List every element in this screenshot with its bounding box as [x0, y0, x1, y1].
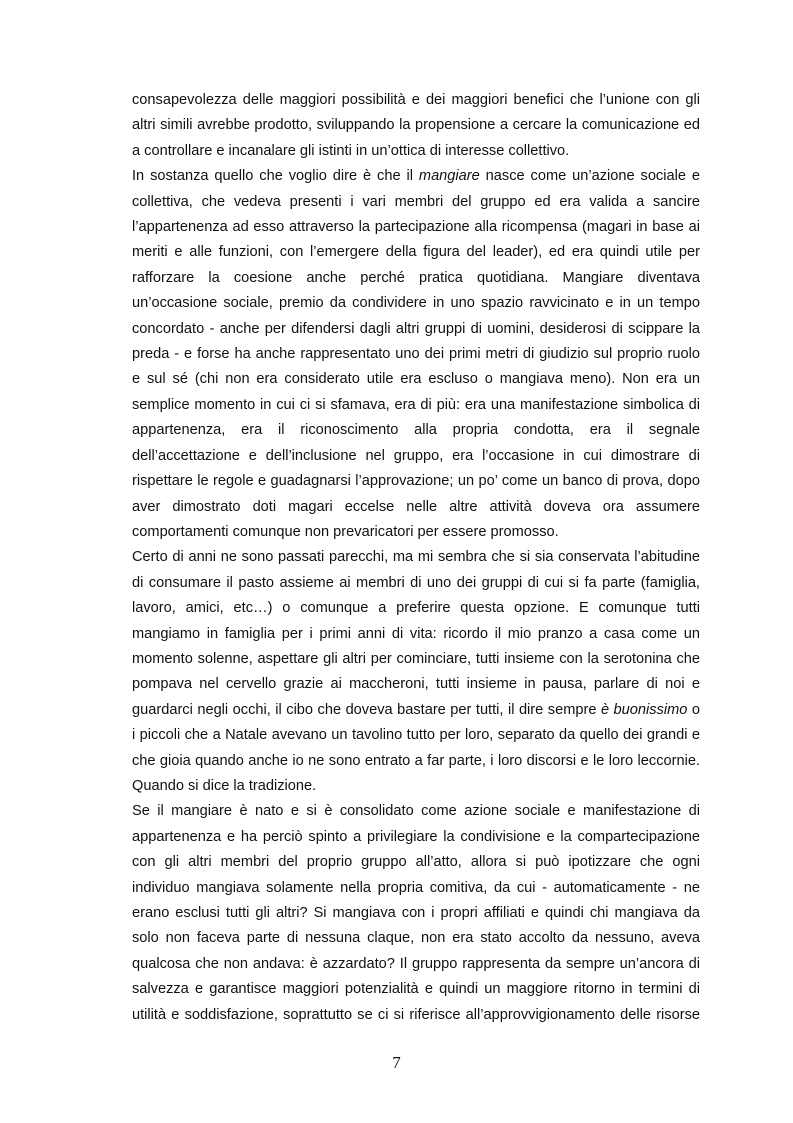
text-run: lavoro, amici, etc…) o comunque a preferire questa opzione. E comunque tutti: [132, 600, 700, 617]
text-line: [132, 342, 700, 367]
text-line: [132, 393, 700, 418]
text-line: [132, 698, 700, 723]
text-line: [132, 469, 700, 494]
text-line: [132, 1003, 700, 1028]
body-text: [132, 88, 700, 1028]
text-run: Quando si dice la tradizione.: [132, 777, 317, 794]
paragraph: [132, 799, 700, 1028]
text-line: [132, 799, 700, 824]
text-run: mangiamo in famiglia per i primi anni di vita: ricordo il mio pranzo a casa come un: [132, 625, 700, 642]
text-run: aver dimostrato doti magari eccelse nelle altre attività doveva ora assumere: [132, 498, 700, 515]
text-line: [132, 317, 700, 342]
text-run: qualcosa che non andava: è azzardato? Il gruppo rappresenta da sempre un’ancora di: [132, 955, 700, 972]
text-run: pompava nel cervello grazie ai maccheroni, tutti insieme in pausa, parlare di noi e: [132, 676, 700, 693]
text-line: [132, 266, 700, 291]
text-line: [132, 291, 700, 316]
text-line: [132, 495, 700, 520]
text-line: [132, 164, 700, 189]
text-run: concordato - anche per difendersi dagli altri gruppi di uomini, desiderosi di scippare la: [132, 320, 700, 337]
text-run: di consumare il pasto assieme ai membri di uno dei gruppi di cui si fa parte (famiglia,: [132, 574, 700, 591]
text-line: [132, 113, 700, 138]
text-line: [132, 545, 700, 570]
text-run: guardarci negli occhi, il cibo che doveva bastare per tutti, il dire sempre: [132, 701, 601, 718]
text-run: nasce come un’azione sociale e: [479, 168, 700, 185]
text-run: individuo mangiava solamente nella propria comitiva, da cui - automaticamente - ne: [132, 879, 700, 896]
page-number: 7: [392, 1053, 401, 1072]
text-run: appartenenza e ha perciò spinto a privilegiare la condivisione e la compartecipazione: [132, 828, 700, 845]
paragraph: [132, 164, 700, 545]
text-run: un’occasione sociale, premio da condividere in uno spazio ravvicinato e in un tempo: [132, 295, 700, 312]
text-line: [132, 977, 700, 1002]
text-run: i piccoli che a Natale avevano un tavolino tutto per loro, separato da quello dei grandi e: [132, 727, 700, 744]
text-run: Se il mangiare è nato e si è consolidato come azione sociale e manifestazione di: [132, 803, 700, 820]
text-line: [132, 850, 700, 875]
text-run: collettiva, che vedeva presenti i vari membri del gruppo ed era valida a sancire: [132, 193, 700, 210]
text-line: [132, 876, 700, 901]
text-run: appartenenza, era il riconoscimento alla propria condotta, era il segnale: [132, 422, 700, 439]
text-run: Certo di anni ne sono passati parecchi, ma mi sembra che si sia conservata l’abitudine: [132, 549, 700, 566]
text-line: [132, 367, 700, 392]
text-run: e sul sé (chi non era considerato utile era escluso o mangiava meno). Non era un: [132, 371, 700, 388]
text-run: In sostanza quello che voglio dire è che il: [132, 168, 419, 185]
text-run: consapevolezza delle maggiori possibilità e dei maggiori benefici che l’unione con gli: [132, 92, 700, 108]
paragraph: [132, 545, 700, 799]
text-line: [132, 240, 700, 265]
text-line: [132, 749, 700, 774]
text-line: [132, 901, 700, 926]
text-run: dell’accettazione e dell’inclusione nel gruppo, era l’occasione in cui dimostrare di: [132, 447, 700, 464]
text-run: l’appartenenza ad esso attraverso la partecipazione alla ricompensa (magari in base ai: [132, 219, 700, 236]
text-run: momento solenne, aspettare gli altri per cominciare, tutti insieme con la serotonina che: [132, 650, 700, 667]
text-line: [132, 825, 700, 850]
text-line: [132, 571, 700, 596]
text-line: [132, 622, 700, 647]
text-line: [132, 723, 700, 748]
emphasized-text: mangiare: [418, 168, 480, 185]
text-run: preda - e forse ha anche rappresentato uno dei primi metri di giudizio sul proprio ruolo: [132, 346, 700, 363]
text-line: [132, 418, 700, 443]
text-run: rafforzare la coesione anche perché pratica quotidiana. Mangiare diventava: [132, 269, 700, 286]
text-line: [132, 88, 700, 113]
text-run: erano esclusi tutti gli altri? Si mangiava con i propri affiliati e quindi chi mangiava da: [132, 905, 700, 921]
text-line: [132, 520, 700, 545]
text-line: [132, 774, 700, 799]
text-run: a controllare e incanalare gli istinti in un’ottica di interesse collettivo.: [132, 142, 570, 159]
paragraph: [132, 88, 700, 164]
text-line: [132, 672, 700, 697]
text-run: salvezza e garantisce maggiori potenzialità e quindi un maggiore ritorno in termini di: [132, 981, 700, 998]
text-line: [132, 647, 700, 672]
text-run: semplice momento in cui ci si sfamava, era di più: era una manifestazione simbolica di: [132, 396, 700, 413]
text-run: solo non faceva parte di nessuna claque, non era stato accolto da nessuno, aveva: [132, 930, 700, 947]
text-run: con gli altri membri del proprio gruppo all’atto, allora si può ipotizzare che ogni: [132, 854, 700, 871]
text-line: [132, 139, 700, 164]
text-run: rispettare le regole e guadagnarsi l’approvazione; un po’ come un banco di prova, dopo: [132, 473, 700, 490]
text-run: o: [687, 701, 700, 718]
text-line: [132, 190, 700, 215]
text-run: utilità e soddisfazione, soprattutto se ci si riferisce all’approvvigionamento delle risorse: [132, 1006, 700, 1023]
text-line: [132, 952, 700, 977]
text-run: meriti e alle funzioni, con l’emergere della figura del leader), ed era quindi utile per: [132, 244, 700, 261]
text-line: [132, 444, 700, 469]
text-run: comportamenti comunque non prevaricatori per essere promosso.: [132, 523, 559, 540]
text-run: altri simili avrebbe prodotto, sviluppando la propensione a cercare la comunicazione ed: [132, 117, 700, 134]
emphasized-text: è buonissimo: [600, 701, 688, 718]
text-line: [132, 926, 700, 951]
text-line: [132, 215, 700, 240]
text-run: che gioia quando anche io ne sono entrato a far parte, i loro discorsi e le loro leccornie.: [132, 752, 700, 769]
text-line: [132, 596, 700, 621]
